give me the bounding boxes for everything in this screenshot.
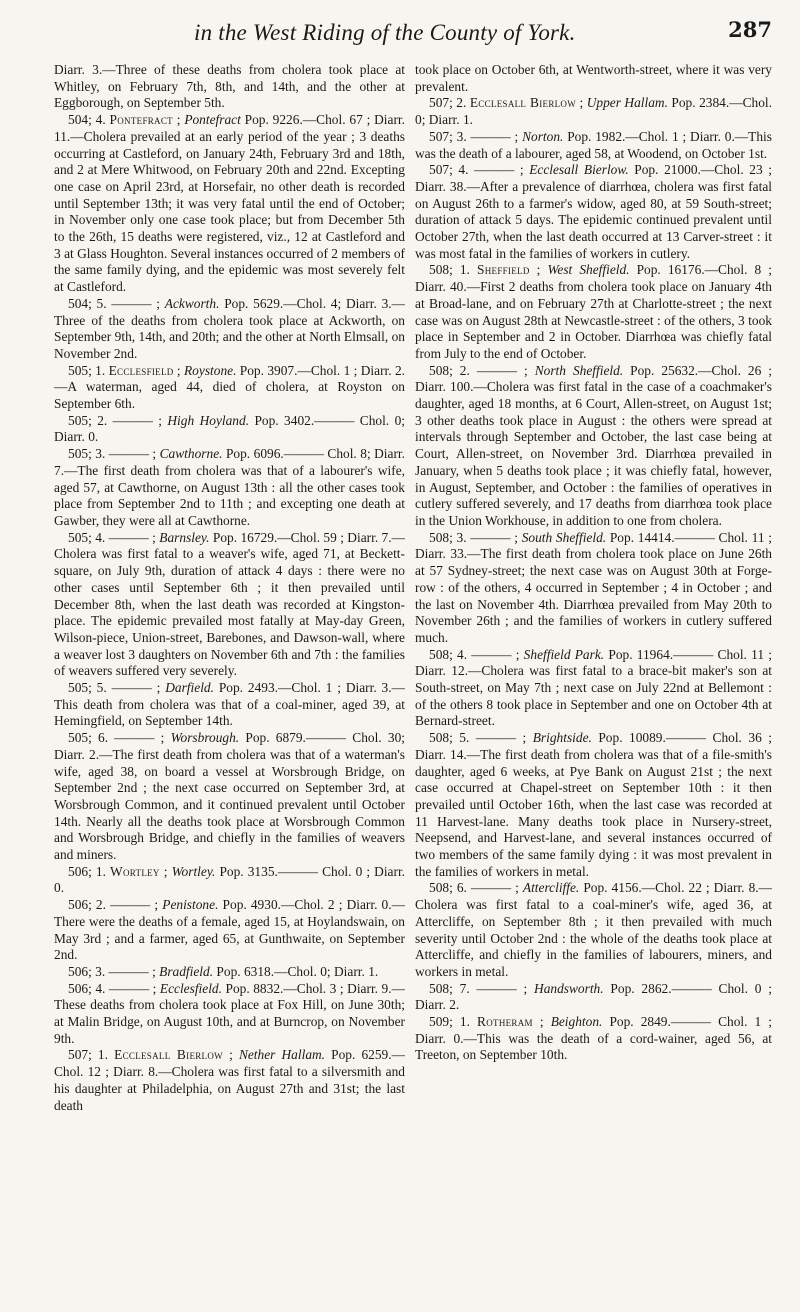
entry-body: Pop. 21000.—Chol. 23 ; Diarr. 38.—After a prevalence of diarrhœa, cholera was first fatal on August 26th to a farmer's widow, aged 80, at 59 South-street; duration of attack 5 days. The epidemic continued prevalent until October 27th, when the last death occurred at 13 Carver-street : it was most fatal in the families of workers in cutlery. [415, 162, 772, 261]
sub-district: Nether Hallam. [238, 1047, 326, 1063]
entry-head: 505; 4. ——— ; [68, 529, 160, 545]
entry-body: Pop. 1982.—Chol. 1 ; Diarr. 0.—This was the death of a labourer, aged 58, at Woodend, on October 1st. [415, 128, 772, 161]
sub-district: Darfield. [165, 680, 214, 696]
right-column [415, 62, 772, 1307]
district-entry [415, 363, 772, 530]
entry-head: 508; 2. ——— ; [429, 362, 535, 378]
entry-body: Pop. 6318.—Chol. 0; Diarr. 1. [213, 963, 379, 979]
registration-district: Sheffield [476, 262, 530, 278]
left-column [54, 62, 405, 1307]
entry-body: Pop. 16176.—Chol. 8 ; Diarr. 40.—First 2 deaths from cholera took place on January 4th at Broad-lane, and on February 27th at Charlotte-street ; the next case was on August 28th at Newcastle-street : of the others, 3 took place in September and 2 in October. Diarrhœa was chiefly fatal from July to the end of October. [415, 262, 772, 361]
district-entry: 505; 1. Ecclesfield ; Roystone. Pop. 3907.—Chol. 1 ; Diarr. 2.—A waterman, aged 44, died of cholera, at Royston on September 6th. [54, 362, 405, 412]
district-entry [415, 530, 772, 647]
entry-body: Pop. 3135.——— Chol. 0 ; Diarr. 0. [54, 863, 405, 896]
district-entry [54, 530, 405, 680]
sub-district: Roystone. [184, 362, 237, 378]
entry-body: Pop. 16729.—Chol. 59 ; Diarr. 7.—Cholera was first fatal to a weaver's wife, aged 71, at Beckett-square, on July 9th, duration of attack 4 days : there were no other cases until September 6th ; it then prevailed until December 8th, when the last death was recorded at Kingston-place. The epidemic prevailed most fatally at May-day Green, Wilson-piece, Union-street, Barebones, and Dawson-wall, where a weaver lost 3 daughters on November 6th and 7th : the families of weavers suffered very severely. [54, 529, 405, 679]
district-entry [415, 62, 772, 95]
page-header [54, 10, 772, 52]
entry-body: Pop. 11964.——— Chol. 11 ; Diarr. 12.—Cholera was first fatal to a brace-bit maker's son at South-street, on May 7th ; next case on July 22nd at Bellemont : of the others 8 took place in September and one on October 4th at Bernard-street. [415, 646, 772, 729]
entry-head: 508; 4. ——— ; [429, 646, 524, 662]
entry-body: Pop. 3907.—Chol. 1 ; Diarr. 2.—A waterman, aged 44, died of cholera, at Royston on September 6th. [54, 362, 405, 412]
entry-head: 508; 6. ——— ; [429, 880, 523, 896]
entry-head: 509; 1. [429, 1014, 477, 1030]
sub-district: South Sheffield. [521, 529, 607, 545]
sub-district: Upper Hallam. [586, 95, 668, 111]
entry-head: 508; 5. ——— ; [429, 730, 533, 746]
district-entry [54, 446, 405, 530]
sub-district: Barnsley. [159, 529, 210, 545]
district-entry [415, 981, 772, 1014]
district-entry: 507; 1. Ecclesall Bierlow ; Nether Hallam. Pop. 6259.—Chol. 12 ; Diarr. 8.—Cholera was first fatal to a silversmith and his daughter at Philadelphia, on August 27th and 31st; the last death [54, 1047, 405, 1113]
district-entry [415, 647, 772, 731]
registration-district: Rotheram [476, 1014, 533, 1030]
entry-body: Pop. 2384.—Chol. 0; Diarr. 1. [415, 95, 772, 128]
entry-head: Diarr. 3.—Three of these deaths from cholera took place at Whitley, on February 7th, 8th, and 14th, and the other at Eggborough, on September 5th. [54, 62, 405, 111]
entry-head: 504; 5. ——— ; [68, 295, 165, 311]
sub-district: Attercliffe. [522, 880, 580, 896]
district-entry: 507; 2. Ecclesall Bierlow ; Upper Hallam. Pop. 2384.—Chol. 0; Diarr. 1. [415, 95, 772, 128]
entry-body: Pop. 4930.—Chol. 2 ; Diarr. 0.—There were the deaths of a female, aged 15, at Hoylandswain, on May 3rd ; and a farmer, aged 65, at Gunthwaite, on September 2nd. [54, 897, 405, 963]
entry-body: Pop. 6096.——— Chol. 8; Diarr. 7.—The first death from cholera was that of a labourer's wife, aged 57, at Cawthorne, on August 13th : all the other cases took place from September 2nd to 11th ; and excepting one death at Gawber, they were all at Cawthorne. [54, 446, 405, 528]
district-entry: 506; 1. Wortley ; Wortley. Pop. 3135.——— Chol. 0 ; Diarr. 0. [54, 863, 405, 896]
running-title: in the West Riding of the County of York. [194, 20, 576, 45]
district-entry: 504; 4. Pontefract ; Pontefract Pop. 9226.—Chol. 67 ; Diarr. 11.—Cholera prevailed at an early period of the year ; 3 deaths occurring at Castleford, on January 24th, February 3rd and 18th, and 2 at Mere Whitwood, on February 20th and 22nd. Excepting one case on April 23rd, at Horsefair, no other death is recorded until September 13th; it was very fatal until the end of October; in November only one case took place; but from December 5th to the 26th, 15 deaths were registered, viz., 12 at Castleford and 3 at Glass Houghton. Several instances occurred of 2 members of the same family dying, and the epidemic was most severely felt at Castleford. [54, 112, 405, 295]
entry-body: Pop. 10089.——— Chol. 36 ; Diarr. 14.—The first death from cholera was that of a file-smith's daughter, aged 6 weeks, at Pye Bank on August 21st ; the next case occurred at Chapel-street on September 10th : it then prevailed until October 16th, when the last case was recorded at 11 Harvest-lane. Many deaths took place in Nursery-street, Neepsend, and Harvest-lane, and several instances occurred of two members of the same family dying : it was most prevalent in the families of workers in metal. [415, 730, 772, 879]
sub-district: Cawthorne. [159, 446, 223, 462]
entry-head: 505; 5. ——— ; [68, 680, 166, 696]
entry-body: Pop. 8832.—Chol. 3 ; Diarr. 9.—These deaths from cholera took place at Fox Hill, on June 30th; at Malin Bridge, on August 10th, and at Burncrop, on November 9th. [54, 980, 405, 1046]
entry-head: 505; 2. ——— ; [68, 412, 168, 428]
sub-district: Ecclesfield. [159, 980, 222, 996]
entry-head: 507; 4. ——— ; [429, 162, 530, 178]
district-entry [54, 981, 405, 1048]
district-entry [54, 897, 405, 964]
entry-body: Pop. 5629.—Chol. 4; Diarr. 3.—Three of the deaths from cholera took place at Ackworth, on September 9th, 14th, and 20th; and the other at North Elmsall, on November 2nd. [54, 295, 405, 361]
entry-head: 506; 4. ——— ; [68, 980, 160, 996]
sub-district: Handsworth. [534, 980, 604, 996]
district-entry [54, 296, 405, 363]
page-number: 287 [728, 17, 772, 42]
sub-district: Ecclesall Bierlow. [529, 162, 629, 178]
entry-body: Pop. 2862.——— Chol. 0 ; Diarr. 2. [415, 980, 772, 1013]
entry-body: Pop. 6879.——— Chol. 30; Diarr. 2.—The first death from cholera was that of a waterman's wife, aged 38, on board a vessel at Worsbrough Bridge, on September 2nd ; the next case occurred on September 3rd, at Worsbrough Common, and it continued prevalent until October 14th. Nearly all the deaths took place at Worsbrough Common and Worsbrough Bridge, and chiefly in the families of weavers and miners. [54, 730, 405, 863]
registration-district: Ecclesall Bierlow [114, 1047, 223, 1063]
sub-district: Penistone. [162, 897, 219, 913]
entry-head: 508; 1. [429, 262, 477, 278]
entry-body: Pop. 9226.—Chol. 67 ; Diarr. 11.—Cholera prevailed at an early period of the year ; 3 deaths occurring at Castleford, on January 24th, February 3rd and 18th, and 2 at Mere Whitwood, on February 20th and 22nd. Excepting one case on April 23rd, at Horsefair, no other death is recorded until September 13th; it was very fatal until the end of October; in November only one case took place; but from December 5th to the 26th, 15 deaths were registered, viz., 12 at Castleford and 3 at Glass Houghton. Several instances occurred of 2 members of the same family dying, and the epidemic was most severely felt at Castleford. [54, 112, 405, 295]
entry-head: 506; 1. [68, 863, 111, 879]
entry-body: Pop. 4156.—Chol. 22 ; Diarr. 8.—Cholera was first fatal to a coal-miner's wife, aged 36, at Attercliffe, on September 8th ; it then prevailed with much severity until October 2nd : the whole of the deaths took place at Attercliffe, and chiefly in the families of labourers, miners, and workers in metal. [415, 880, 772, 979]
entry-head: 505; 3. ——— ; [68, 446, 160, 462]
district-entry [54, 964, 405, 981]
entry-body: Pop. 2849.——— Chol. 1 ; Diarr. 0.—This was the death of a cord-wainer, aged 56, at Treeton, on September 10th. [415, 1014, 772, 1063]
entry-head: 505; 6. ——— ; [68, 730, 171, 746]
sub-district: Worsbrough. [170, 730, 240, 746]
entry-head: 506; 3. ——— ; [68, 963, 160, 979]
sub-district: Beighton. [550, 1014, 603, 1030]
district-entry [54, 730, 405, 864]
district-entry [415, 162, 772, 262]
district-entry [54, 413, 405, 446]
entry-head: 507; 1. [68, 1047, 115, 1063]
district-entry [415, 129, 772, 162]
entry-head: 507; 3. ——— ; [429, 128, 523, 144]
registration-district: Ecclesfield [108, 362, 174, 378]
sub-district: Wortley. [171, 863, 216, 879]
registration-district: Wortley [110, 863, 160, 879]
sub-district: West Sheffield. [547, 262, 630, 278]
registration-district: Ecclesall Bierlow [469, 95, 577, 111]
district-entry: 509; 1. Rotheram ; Beighton. Pop. 2849.——— Chol. 1 ; Diarr. 0.—This was the death of a cord-wainer, aged 56, at Treeton, on September 10th. [415, 1014, 772, 1063]
entry-head: 508; 7. ——— ; [429, 980, 535, 996]
entry-head: 508; 3. ——— ; [429, 529, 522, 545]
entry-body: Pop. 2493.—Chol. 1 ; Diarr. 3.—This death from cholera was that of a coal-miner, aged 39, at Hemingfield, on September 14th. [54, 680, 405, 729]
sub-district: North Sheffield. [534, 362, 624, 378]
district-entry [54, 62, 405, 112]
entry-head: 505; 1. [68, 362, 109, 378]
district-entry [415, 730, 772, 880]
registration-district: Pontefract [109, 112, 173, 128]
entry-body: Pop. 6259.—Chol. 12 ; Diarr. 8.—Cholera was first fatal to a silversmith and his daughter at Philadelphia, on August 27th and 31st; the last death [54, 1047, 405, 1113]
sub-district: Pontefract [184, 112, 241, 128]
sub-district: Ackworth. [164, 295, 220, 311]
entry-head: 507; 2. [429, 95, 470, 111]
sub-district: Bradfield. [159, 963, 214, 979]
district-entry: 508; 1. Sheffield ; West Sheffield. Pop. 16176.—Chol. 8 ; Diarr. 40.—First 2 deaths from cholera took place on January 4th at Broad-lane, and on February 27th at Charlotte-street ; the next case was on August 28th at Newcastle-street : of the others, 3 took place in September and 2 in October. Diarrhœa was chiefly fatal from July to the end of October. [415, 262, 772, 361]
entry-head: 504; 4. [68, 112, 110, 128]
sub-district: Sheffield Park. [523, 646, 605, 662]
entry-head: took place on October 6th, at Wentworth-street, where it was very prevalent. [415, 62, 772, 94]
entry-body: Pop. 25632.—Chol. 26 ; Diarr. 100.—Cholera was first fatal in the case of a coachmaker's daughter, aged 18 months, at 6 Court, Allen-street, on August 1st; 3 other deaths took place in August : the others were spread at intervals through September and October, the last case being at Court, Allen-street, on November 3rd. Diarrhœa prevailed in January, when 5 deaths took place ; it was chiefly fatal, however, in August, September, and October : the families of operatives in cutlery suffered severely, and 17 deaths from diarrhœa took place in the Union Workhouse, in addition to one from cholera. [415, 362, 772, 528]
entry-body: Pop. 14414.——— Chol. 11 ; Diarr. 33.—The first death from cholera took place on June 26th at 57 Sydney-street; the next case was on August 30th at Forge-row : of the others, 4 occurred in September ; 4 in October ; and the last on November 4th. Diarrhœa prevailed from May 20th to November 26th ; and the families of workers in cutlery suffered much. [415, 529, 772, 645]
district-entry [415, 880, 772, 980]
sub-district: Brightside. [532, 730, 592, 746]
entry-body: Pop. 3402.——— Chol. 0; Diarr. 0. [54, 412, 405, 445]
district-entry [54, 680, 405, 730]
sub-district: Norton. [522, 128, 564, 144]
sub-district: High Hoyland. [167, 412, 250, 428]
entry-head: 506; 2. ——— ; [68, 897, 163, 913]
